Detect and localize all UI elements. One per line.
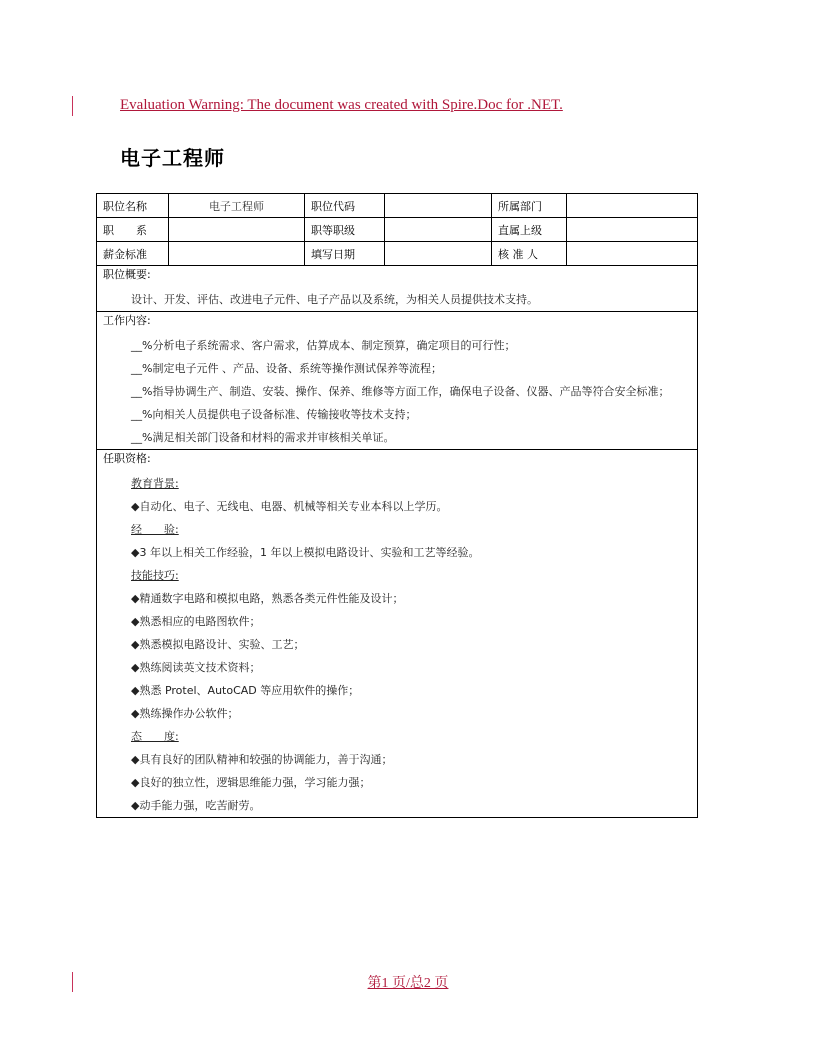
- value-department: [567, 194, 698, 218]
- table-row: [97, 266, 698, 312]
- duties-section: [97, 312, 698, 450]
- label-approver: 核 准 人: [492, 242, 567, 266]
- skill-item: ◆熟悉模拟电路设计、实验、工艺；: [131, 638, 305, 651]
- label-position-name: 职位名称: [97, 194, 169, 218]
- experience-heading: 经 验:: [131, 523, 179, 536]
- duty-item: __%向相关人员提供电子设备标准、传输接收等技术支持；: [131, 408, 417, 421]
- label-fill-date: 填写日期: [305, 242, 385, 266]
- value-job-family: [169, 218, 305, 242]
- attitude-item: ◆良好的独立性，逻辑思维能力强，学习能力强；: [131, 776, 371, 789]
- value-approver: [567, 242, 698, 266]
- value-supervisor: [567, 218, 698, 242]
- education-heading: 教育背景:: [131, 477, 179, 490]
- overview-section: [97, 266, 698, 312]
- skill-item: ◆熟练操作办公软件；: [131, 707, 239, 720]
- attitude-heading: 态 度:: [131, 730, 179, 743]
- education-item: ◆自动化、电子、无线电、电器、机械等相关专业本科以上学历。: [131, 500, 448, 513]
- job-description-table: [96, 193, 698, 818]
- label-grade: 职等职级: [305, 218, 385, 242]
- margin-mark-top: [72, 96, 73, 116]
- label-department: 所属部门: [492, 194, 567, 218]
- duty-item: __%制定电子元件 、产品、设备、系统等操作测试保养等流程；: [131, 362, 442, 375]
- table-row: [97, 218, 698, 242]
- label-supervisor: 直属上级: [492, 218, 567, 242]
- table-row: [97, 242, 698, 266]
- label-salary: 薪金标准: [97, 242, 169, 266]
- label-job-family: 职 系: [97, 218, 169, 242]
- label-position-code: 职位代码: [305, 194, 385, 218]
- qualifications-section: [97, 450, 698, 818]
- evaluation-warning: Evaluation Warning: The document was created with Spire.Doc for .NET.: [120, 97, 563, 113]
- attitude-item: ◆动手能力强，吃苦耐劳。: [131, 799, 261, 812]
- duty-item: __%满足相关部门设备和材料的需求并审核相关单证。: [131, 431, 395, 444]
- duties-label: 工作内容:: [103, 314, 151, 327]
- table-row: [97, 450, 698, 818]
- skills-heading: 技能技巧:: [131, 569, 179, 582]
- value-salary: [169, 242, 305, 266]
- duty-item: __%分析电子系统需求、客户需求，估算成本、制定预算，确定项目的可行性；: [131, 339, 516, 352]
- qualifications-label: 任职资格:: [103, 452, 151, 465]
- table-row: [97, 194, 698, 218]
- value-position-code: [385, 194, 492, 218]
- value-position-name: 电子工程师: [169, 194, 305, 218]
- overview-text: 设计、开发、评估、改进电子元件、电子产品以及系统，为相关人员提供技术支持。: [131, 293, 538, 306]
- skill-item: ◆熟悉相应的电路图软件；: [131, 615, 261, 628]
- table-row: [97, 312, 698, 450]
- skill-item: ◆熟练阅读英文技术资料；: [131, 661, 261, 674]
- skill-item: ◆熟悉 Protel、AutoCAD 等应用软件的操作；: [131, 684, 360, 697]
- value-fill-date: [385, 242, 492, 266]
- overview-label: 职位概要:: [103, 268, 151, 281]
- experience-item: ◆3 年以上相关工作经验，1 年以上模拟电路设计、实验和工艺等经验。: [131, 546, 480, 559]
- page-number: 第1 页/总2 页: [367, 976, 449, 991]
- page-footer: [0, 972, 816, 992]
- skill-item: ◆精通数字电路和模拟电路，熟悉各类元件性能及设计；: [131, 592, 404, 605]
- value-grade: [385, 218, 492, 242]
- page-title: 电子工程师: [120, 146, 225, 170]
- attitude-item: ◆具有良好的团队精神和较强的协调能力，善于沟通；: [131, 753, 393, 766]
- duty-item: __%指导协调生产、制造、安装、操作、保养、维修等方面工作，确保电子设备、仪器、产品等符合安全标准；: [131, 385, 670, 398]
